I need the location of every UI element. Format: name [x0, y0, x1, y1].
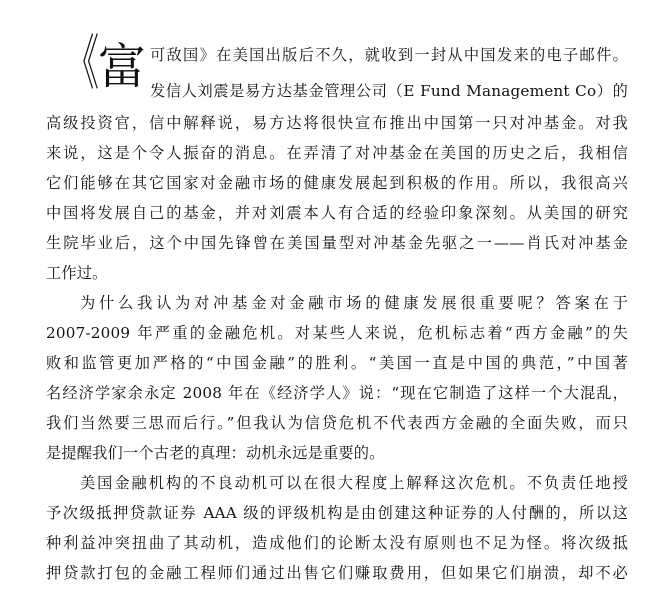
- text-line: 高级投资官，信中解释说，易方达将很快宣布推出中国第一只对冲基金。对我: [46, 114, 628, 132]
- text-line: 发信人刘震是易方达基金管理公司（E Fund Management Co）的: [150, 82, 628, 100]
- text-line: 名经济学家余永定 2008 年在《经济学人》说：“现在它制造了这样一个大混乱，: [46, 384, 628, 402]
- text-line: 种利益冲突扭曲了其动机，造成他们的论断太没有原则也不足为怪。将次级抵: [46, 534, 628, 552]
- text-line: 它们能够在其它国家对金融市场的健康发展起到积极的作用。所以，我很高兴: [46, 174, 628, 192]
- text-line: 押贷款打包的金融工程师们通过出售它们赚取费用，但如果它们崩溃，却不必: [46, 564, 628, 582]
- text-line: 败和监管更加严格的“中国金融”的胜利。“美国一直是中国的典范，”中国著: [46, 354, 628, 372]
- text-line: 我们当然要三思而后行。”但我认为信贷危机不代表西方金融的全面失败，而只: [46, 414, 628, 432]
- text-line: 是提醒我们一个古老的真理：动机永远是重要的。: [46, 444, 385, 462]
- text-line: 予次级抵押贷款证券 AAA 级的评级机构是由创建这种证券的人付酬的，所以这: [46, 504, 628, 522]
- dropcap-bracket: 《: [66, 29, 99, 99]
- text-line: 来说，这是个令人振奋的消息。在弄清了对冲基金在美国的历史之后，我相信: [46, 144, 628, 162]
- text-line: 为什么我认为对冲基金对金融市场的健康发展很重要呢？答案在于: [80, 294, 628, 312]
- text-line: 中国将发展自己的基金，并对刘震本人有合适的经验印象深刻。从美国的研究: [46, 204, 628, 222]
- text-line: 工作过。: [46, 264, 108, 282]
- text-line: 生院毕业后，这个中国先锋曾在美国量型对冲基金先驱之一——肖氏对冲基金: [46, 234, 628, 252]
- dropcap-character: 富: [98, 39, 147, 95]
- text-line: 可敌国》在美国出版后不久，就收到一封从中国发来的电子邮件。: [150, 46, 628, 64]
- text-line: 美国金融机构的不良动机可以在很大程度上解释这次危机。不负责任地授: [80, 474, 628, 492]
- text-line: 2007-2009 年严重的金融危机。对某些人来说，危机标志着“西方金融”的失: [46, 324, 628, 342]
